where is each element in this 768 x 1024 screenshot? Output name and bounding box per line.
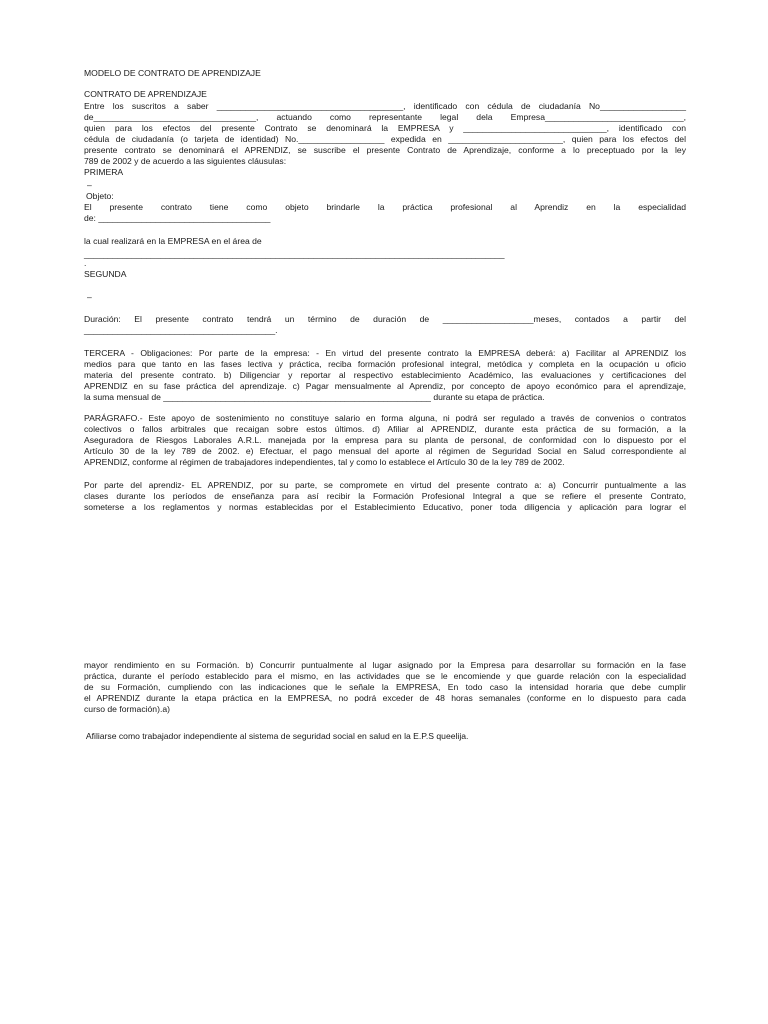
objeto-label: Objeto: <box>86 191 114 201</box>
tercera-line: APRENDIZ en su fase práctica del aprendizaje. c) Pagar mensualmente al Aprendiz, por concepto de apoyo económico para el aprendizaje, <box>84 381 686 391</box>
duracion-line: Duración: El presente contrato tendrá un término de duración de ___________________meses, contados a partir del <box>84 314 686 324</box>
tercera-line: medios para que tanto en las fases lectiva y práctica, reciba formación profesional integral, metódica y completa en la ocupación u oficio <box>84 359 686 369</box>
aprendiz-line: Por parte del aprendiz- EL APRENDIZ, por su parte, se compromete en virtud del presente contrato a: a) Concurrir puntualmente a las <box>84 480 686 490</box>
tercera-paragraph <box>84 348 686 403</box>
duracion-line: ________________________________________. <box>84 325 278 335</box>
dot-mark: . <box>84 258 87 268</box>
objeto-paragraph <box>84 202 686 224</box>
continuation-line: práctica, durante el período establecido para el mismo, en las actividades que se le encomiende y que guarde relación con la especialidad <box>84 671 686 681</box>
intro-line: de__________________________________, actuando como representante legal dela Empresa_____________________________, <box>84 112 686 122</box>
dash-mark: – <box>87 292 92 302</box>
intro-line: cédula de ciudadanía (o tarjeta de identidad) No.__________________ expedida en ________________________, quien para los efectos del <box>84 134 686 144</box>
continuation-line: el APRENDIZ durante la etapa práctica en la EMPRESA, no podrá exceder de 48 horas semanales (conforme en lo dispuesto para cada <box>84 693 686 703</box>
tercera-line: materia del presente contrato. b) Diligenciar y reportar al respectivo establecimiento Académico, las evaluaciones y certificaciones del <box>84 370 686 380</box>
paragrafo-paragraph <box>84 413 686 468</box>
intro-paragraph <box>84 101 686 167</box>
intro-line: Entre los suscritos a saber _______________________________________, identificado con cédula de ciudadanía No__________________ <box>84 101 686 111</box>
objeto-line: de: ____________________________________ <box>84 213 271 223</box>
clause-primera-heading: PRIMERA <box>84 167 124 177</box>
aprendiz-paragraph <box>84 480 686 513</box>
objeto-line: El presente contrato tiene como objeto brindarle la práctica profesional al Aprendiz en la especialidad <box>84 202 686 212</box>
dash-mark: – <box>87 180 92 190</box>
intro-line: presente contrato se denominará el APRENDIZ, se suscribe el presente Contrato de Aprendizaje, conforme a lo preceptuado por la ley <box>84 145 686 155</box>
aprendiz-line: someterse a los reglamentos y normas establecidas por el Establecimiento Educativo, poner toda diligencia y aplicación para lograr el <box>84 502 686 512</box>
duracion-paragraph <box>84 314 686 336</box>
document-title: MODELO DE CONTRATO DE APRENDIZAJE <box>84 68 261 78</box>
continuation-paragraph <box>84 660 686 715</box>
continuation-line: mayor rendimiento en su Formación. b) Concurrir puntualmente al lugar asignado por la Empresa para desarrollar su formación en la fase <box>84 660 686 670</box>
paragrafo-line: Artículo 30 de la ley 789 de 2002. e) Efectuar, el pago mensual del aporte al régimen de Seguridad Social en Salud correspondiente al <box>84 446 686 456</box>
paragrafo-line: PARÁGRAFO.- Este apoyo de sostenimiento no constituye salario en forma alguna, ni podrá ser regulado a través de convenios o contratos <box>84 413 686 423</box>
continuation-line: de su Formación, cumpliendo con las indicaciones que le señale la EMPRESA, En todo caso la intensidad horaria que debe cumplir <box>84 682 686 692</box>
area-line: la cual realizará en la EMPRESA en el área de <box>84 236 262 246</box>
area-blank: ________________________________________________________________________________________ <box>84 249 505 259</box>
afiliarse-paragraph: Afiliarse como trabajador independiente al sistema de seguridad social en salud en la E.P.S queelija. <box>84 731 469 741</box>
aprendiz-line: clases durante los períodos de enseñanza para así recibir la Formación Profesional Integral a que se refiere el presente Contrato, <box>84 491 686 501</box>
paragrafo-line: Aseguradora de Riesgos Laborales A.R.L. manejada por la empresa para su planta de personal, de conformidad con lo dispuesto por el <box>84 435 686 445</box>
paragrafo-line: APRENDIZ, conforme al régimen de trabajadores independientes, tal y como lo establece el Artículo 30 de la ley 789 de 2002. <box>84 457 565 467</box>
clause-segunda-heading: SEGUNDA <box>84 269 127 279</box>
intro-line: quien para los efectos del presente Contrato se denominará la EMPRESA y ______________________________, identificado con <box>84 123 686 133</box>
tercera-line: TERCERA - Obligaciones: Por parte de la empresa: - En virtud del presente contrato la EMPRESA deberá: a) Facilitar al APRENDIZ los <box>84 348 686 358</box>
continuation-line: curso de formación).a) <box>84 704 170 714</box>
paragrafo-line: colectivos o fallos arbitrales que recaigan sobre estos últimos. d) Afiliar al APRENDIZ, durante esta práctica de su formación, a la <box>84 424 686 434</box>
intro-line: 789 de 2002 y de acuerdo a las siguientes cláusulas: <box>84 156 287 166</box>
tercera-line: la suma mensual de ________________________________________________________ durante su etapa de práctica. <box>84 392 545 402</box>
contract-heading: CONTRATO DE APRENDIZAJE <box>84 89 207 99</box>
